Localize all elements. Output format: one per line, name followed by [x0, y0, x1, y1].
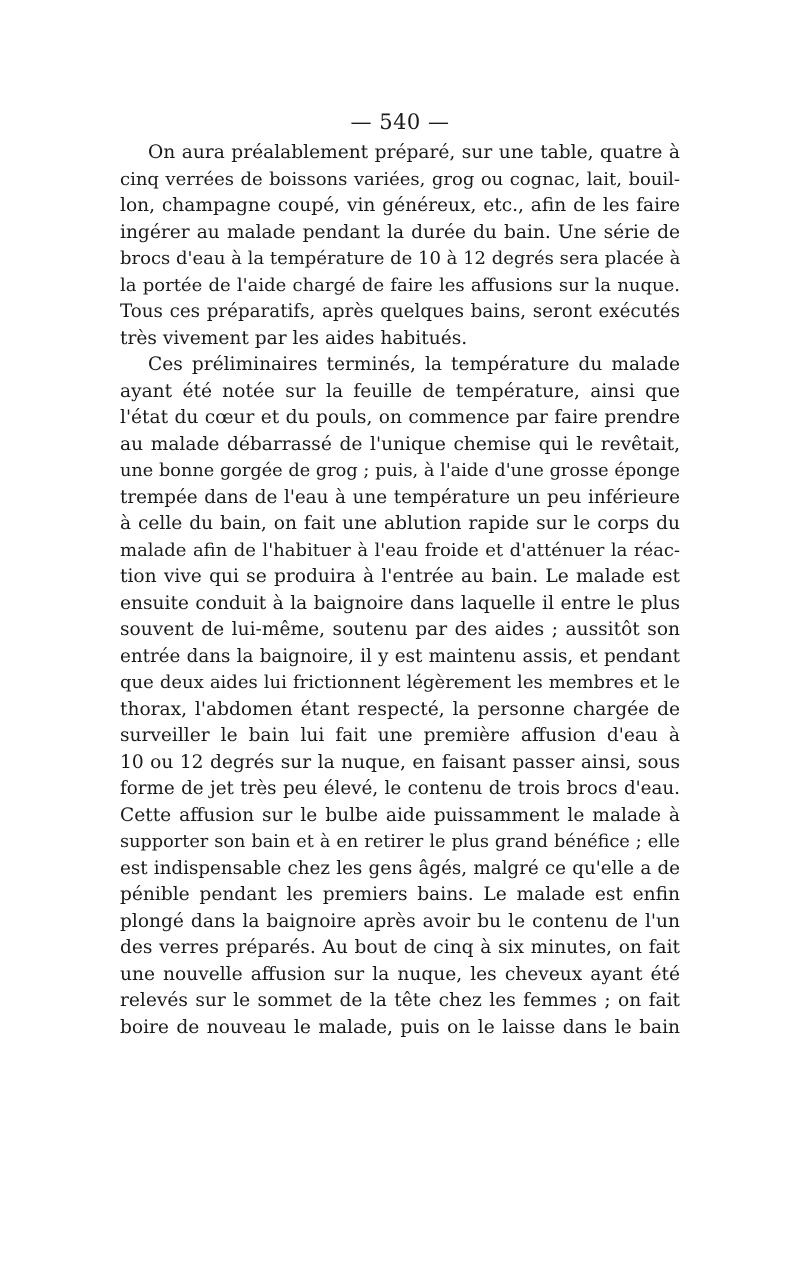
text-line: est indispensable chez les gens âgés, malgré ce qu'elle a de — [120, 857, 680, 879]
text-line: trempée dans de l'eau à une température un peu inférieure — [120, 486, 680, 508]
text-line: forme de jet très peu élevé, le contenu de trois brocs d'eau. — [120, 778, 680, 799]
text-line: à celle du bain, on fait une ablution rapide sur le corps du — [120, 513, 680, 534]
text-line: Ces préliminaires terminés, la température du malade — [148, 354, 680, 375]
text-line: On aura préalablement préparé, sur une table, quatre à — [148, 142, 680, 163]
text-line: cinq verrées de boissons variées, grog ou cognac, lait, bouil- — [120, 168, 680, 190]
text-line: ingérer au malade pendant la durée du bain. Une série de — [120, 221, 680, 243]
text-line: que deux aides lui frictionnent légèrement les membres et le — [120, 672, 680, 693]
body-text — [120, 140, 680, 1041]
text-line: lon, champagne coupé, vin généreux, etc., afin de les faire — [120, 195, 680, 216]
text-line: thorax, l'abdomen étant respecté, la personne chargée de — [120, 698, 680, 720]
text-line: très vivement par les aides habitués. — [120, 327, 468, 349]
text-line: surveiller le bain lui fait une première affusion d'eau à — [120, 725, 680, 746]
text-line: une nouvelle affusion sur la nuque, les cheveux ayant été — [120, 963, 680, 985]
text-line: relevés sur le sommet de la tête chez les femmes ; on fait — [120, 990, 680, 1011]
text-line: une bonne gorgée de grog ; puis, à l'aide d'une grosse éponge — [120, 461, 680, 481]
text-line: malade afin de l'habituer à l'eau froide et d'atténuer la réac- — [120, 539, 680, 561]
text-line: plongé dans la baignoire après avoir bu le contenu de l'un — [120, 910, 680, 932]
text-line: supporter son bain et à en retirer le plus grand bénéfice ; elle — [120, 832, 680, 852]
text-line: Cette affusion sur le bulbe aide puissamment le malade à — [120, 804, 680, 826]
text-line: au malade débarrassé de l'unique chemise qui le revêtait, — [120, 433, 680, 455]
text-line: ensuite conduit à la baignoire dans laquelle il entre le plus — [120, 592, 680, 614]
text-line: entrée dans la baignoire, il y est maintenu assis, et pendant — [120, 645, 680, 667]
text-line: des verres préparés. Au bout de cinq à six minutes, on fait — [120, 937, 680, 958]
text-line: la portée de l'aide chargé de faire les affusions sur la nuque. — [120, 274, 680, 296]
text-line: brocs d'eau à la température de 10 à 12 degrés sera placée à — [120, 248, 680, 269]
text-line: pénible pendant les premiers bains. Le malade est enfin — [120, 884, 680, 905]
text-line: Tous ces préparatifs, après quelques bains, seront exécutés — [120, 301, 680, 322]
page-number: — 540 — — [350, 110, 450, 134]
text-line: 10 ou 12 degrés sur la nuque, en faisant passer ainsi, sous — [120, 751, 680, 773]
text-line: boire de nouveau le malade, puis on le laisse dans le bain — [120, 1016, 680, 1038]
text-line: l'état du cœur et du pouls, on commence par faire prendre — [120, 407, 680, 428]
text-line: ayant été notée sur la feuille de température, ainsi que — [120, 380, 680, 402]
text-line: tion vive qui se produira à l'entrée au bain. Le malade est — [120, 566, 680, 587]
text-line: souvent de lui-même, soutenu par des aides ; aussitôt son — [120, 619, 680, 640]
